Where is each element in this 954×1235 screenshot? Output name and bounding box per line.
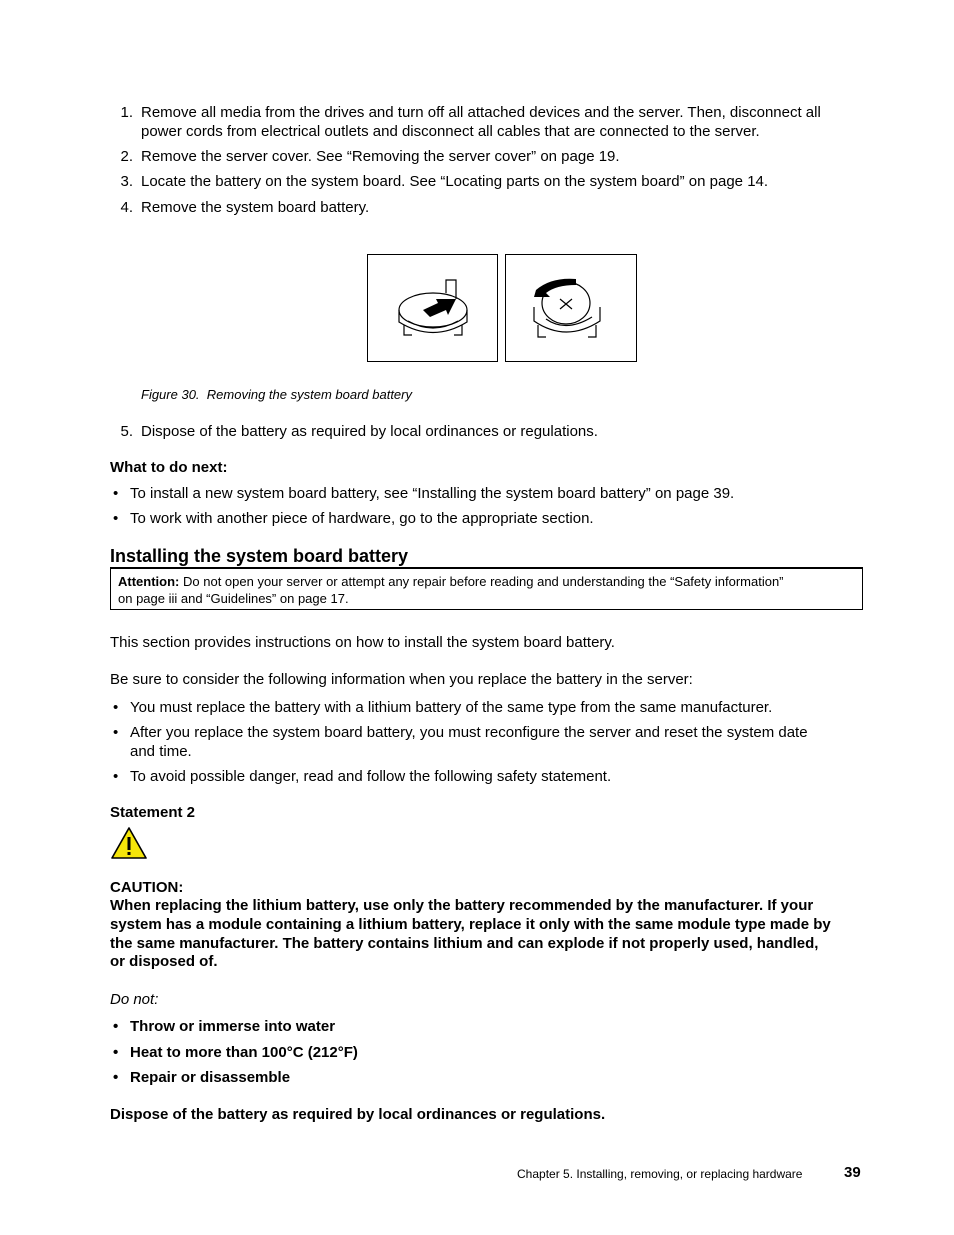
step-text: power cords from electrical outlets and disconnect all cables that are connected to the server. bbox=[141, 123, 760, 140]
caution-text: When replacing the lithium battery, use only the battery recommended by the manufacturer. If your bbox=[110, 897, 814, 914]
next-item-text: To install a new system board battery, see “Installing the system board battery” on page 39. bbox=[130, 485, 735, 502]
next-heading: What to do next: bbox=[110, 459, 228, 476]
do-not-item-text: Repair or disassemble bbox=[130, 1069, 291, 1086]
bullet: • bbox=[113, 510, 119, 527]
bullet: • bbox=[113, 1069, 119, 1086]
consider-item-text: and time. bbox=[130, 743, 192, 760]
attention-label: Attention: bbox=[118, 574, 180, 589]
caution-text: the same manufacturer. The battery contains lithium and can explode if not properly used, handled, bbox=[110, 935, 819, 952]
section-consider: Be sure to consider the following information when you replace the battery in the server: bbox=[110, 671, 693, 688]
next-item-text: To work with another piece of hardware, go to the appropriate section. bbox=[130, 510, 594, 527]
attention-text: on page iii and “Guidelines” on page 17. bbox=[118, 591, 349, 606]
page-number: 39 bbox=[844, 1164, 861, 1181]
figure-caption-text: Removing the system board battery bbox=[206, 387, 412, 402]
caution-label: CAUTION: bbox=[110, 879, 184, 896]
consider-item-text: To avoid possible danger, read and follow the following safety statement. bbox=[130, 768, 612, 785]
step-number: 1. bbox=[120, 104, 133, 121]
step-number: 2. bbox=[120, 148, 133, 165]
battery-push-illustration bbox=[368, 255, 497, 361]
statement-title: Statement 2 bbox=[110, 804, 196, 821]
do-not-item-text: Throw or immerse into water bbox=[130, 1018, 336, 1035]
step-number: 5. bbox=[120, 423, 133, 440]
do-not-item-text: Heat to more than 100°C (212°F) bbox=[130, 1044, 358, 1061]
do-not-label: Do not: bbox=[110, 991, 159, 1008]
step-text: Remove the system board battery. bbox=[141, 199, 370, 216]
caution-text: or disposed of. bbox=[110, 953, 218, 970]
attention-notice bbox=[110, 567, 863, 610]
bullet: • bbox=[113, 768, 119, 785]
warning-icon bbox=[110, 826, 148, 865]
footer-chapter: Chapter 5. Installing, removing, or replacing hardware bbox=[517, 1167, 803, 1181]
caution-text: system has a module containing a lithium battery, replace it only with the same module type made by bbox=[110, 916, 831, 933]
step-text: Locate the battery on the system board. See “Locating parts on the system board” on page 14. bbox=[141, 173, 769, 190]
dispose-statement: Dispose of the battery as required by local ordinances or regulations. bbox=[110, 1106, 606, 1123]
bullet: • bbox=[113, 1044, 119, 1061]
bullet: • bbox=[113, 724, 119, 741]
attention-text: Do not open your server or attempt any repair before reading and understanding the “Safety information” bbox=[183, 574, 784, 589]
section-title: Installing the system board battery bbox=[110, 546, 409, 566]
figure-label: Figure 30. bbox=[141, 387, 200, 402]
bullet: • bbox=[113, 1018, 119, 1035]
consider-item-text: You must replace the battery with a lithium battery of the same type from the same manufacturer. bbox=[130, 699, 773, 716]
step-number: 4. bbox=[120, 199, 133, 216]
battery-lift-illustration bbox=[506, 255, 636, 361]
section-intro: This section provides instructions on how to install the system board battery. bbox=[110, 634, 615, 651]
battery-removal-illustration-2 bbox=[505, 254, 637, 362]
step-text: Remove the server cover. See “Removing the server cover” on page 19. bbox=[141, 148, 620, 165]
bullet: • bbox=[113, 699, 119, 716]
consider-item-text: After you replace the system board battery, you must reconfigure the server and reset the system date bbox=[130, 724, 808, 741]
step-text: Dispose of the battery as required by local ordinances or regulations. bbox=[141, 423, 598, 440]
battery-removal-illustration-1 bbox=[367, 254, 498, 362]
step-text: Remove all media from the drives and turn off all attached devices and the server. Then, disconnect all bbox=[141, 104, 821, 121]
step-number: 3. bbox=[120, 173, 133, 190]
figure-caption bbox=[141, 385, 412, 404]
bullet: • bbox=[113, 485, 119, 502]
